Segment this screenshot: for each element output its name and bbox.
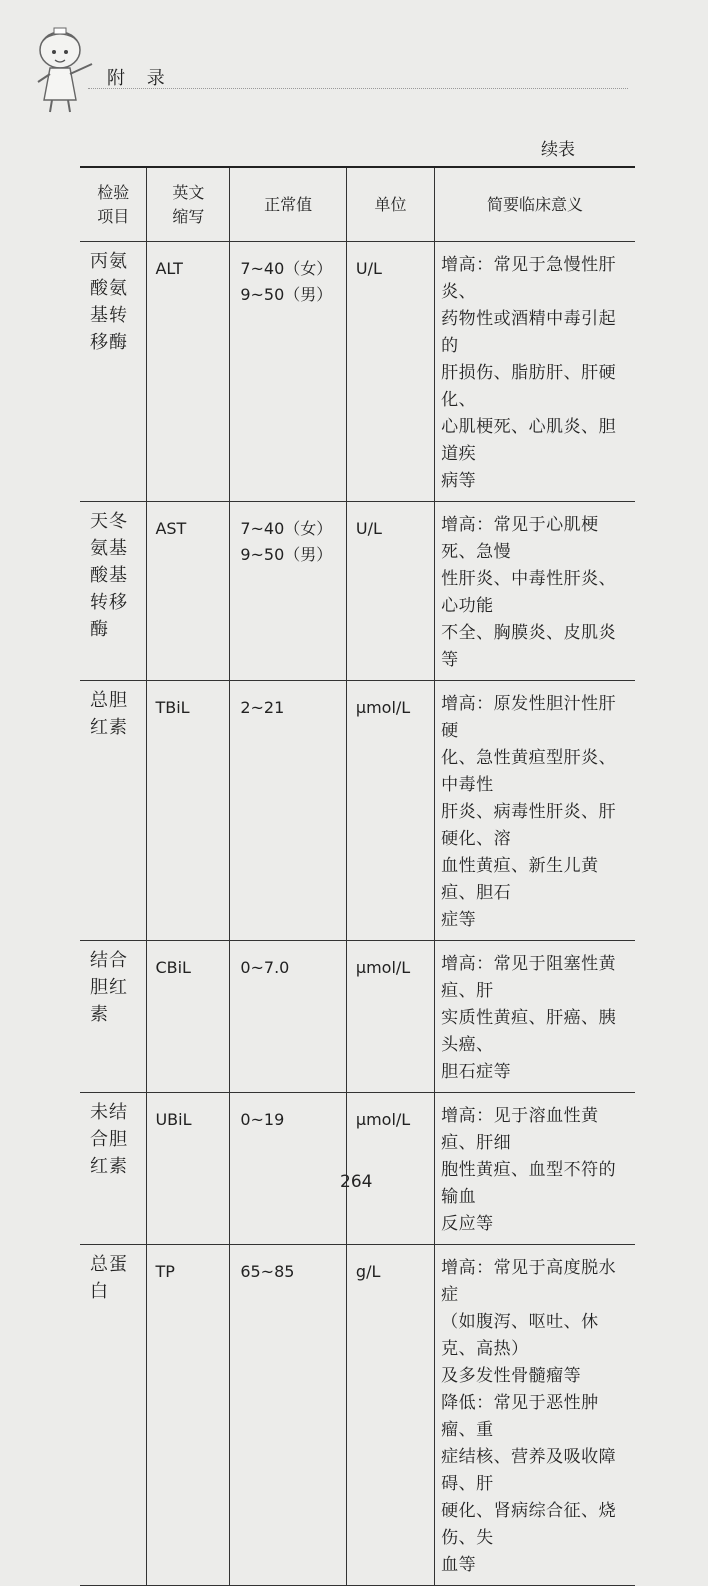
clinical-significance: 增高：常见于阻塞性黄疸、肝 实质性黄疸、肝癌、胰头癌、 胆石症等 — [435, 941, 635, 1093]
unit: U/L — [346, 242, 434, 502]
unit: μmol/L — [346, 681, 434, 941]
unit: U/L — [346, 502, 434, 681]
clinical-significance: 增高：常见于急慢性肝炎、 药物性或酒精中毒引起的 肝损伤、脂肪肝、肝硬化、 心肌梗死、心肌炎、胆道疾 病等 — [435, 242, 635, 502]
test-name: 丙氨 酸氨 基转 移酶 — [80, 242, 147, 502]
test-name: 天冬 氨基 酸基 转移 酶 — [80, 502, 147, 681]
header-unit: 单位 — [346, 167, 434, 242]
normal-range: 7~40（女） 9~50（男） — [230, 242, 347, 502]
table-row — [80, 941, 635, 1093]
test-name: 总蛋 白 — [80, 1245, 147, 1586]
table-row — [80, 242, 635, 502]
header-significance: 简要临床意义 — [435, 167, 635, 242]
table-row — [80, 1093, 635, 1245]
unit: g/L — [346, 1245, 434, 1586]
header-rule — [88, 88, 628, 89]
nurse-mascot-icon — [30, 20, 105, 115]
normal-range: 0~7.0 — [230, 941, 347, 1093]
unit: μmol/L — [346, 1093, 434, 1245]
clinical-significance: 增高：原发性胆汁性肝硬 化、急性黄疸型肝炎、中毒性 肝炎、病毒性肝炎、肝硬化、溶 血性黄疸、新生儿黄疸、胆石 症等 — [435, 681, 635, 941]
header-abbr: 英文 缩写 — [147, 167, 230, 242]
normal-range: 2~21 — [230, 681, 347, 941]
continued-label: 续表 — [541, 140, 575, 160]
test-name: 未结 合胆 红素 — [80, 1093, 147, 1245]
test-abbr: ALT — [147, 242, 230, 502]
clinical-significance: 增高：见于溶血性黄疸、肝细 胞性黄疸、血型不符的输血 反应等 — [435, 1093, 635, 1245]
page-number: 264 — [340, 1172, 373, 1192]
test-abbr: CBiL — [147, 941, 230, 1093]
normal-range: 0~19 — [230, 1093, 347, 1245]
test-abbr: AST — [147, 502, 230, 681]
table-header-row — [80, 167, 635, 242]
normal-range: 65~85 — [230, 1245, 347, 1586]
unit: μmol/L — [346, 941, 434, 1093]
table-row — [80, 1245, 635, 1586]
test-name: 结合 胆红 素 — [80, 941, 147, 1093]
table-row — [80, 502, 635, 681]
test-name: 总胆 红素 — [80, 681, 147, 941]
clinical-significance: 增高：常见于高度脱水症 （如腹泻、呕吐、休克、高热） 及多发性骨髓瘤等 降低：常见于恶性肿瘤、重 症结核、营养及吸收障碍、肝 硬化、肾病综合征、烧伤、失 血等 — [435, 1245, 635, 1586]
section-title: 附 录 — [107, 68, 173, 89]
header-normal: 正常值 — [230, 167, 347, 242]
normal-range: 7~40（女） 9~50（男） — [230, 502, 347, 681]
table-row — [80, 681, 635, 941]
clinical-significance: 增高：常见于心肌梗死、急慢 性肝炎、中毒性肝炎、心功能 不全、胸膜炎、皮肌炎等 — [435, 502, 635, 681]
test-abbr: TP — [147, 1245, 230, 1586]
lab-values-table — [80, 166, 635, 1586]
test-abbr: UBiL — [147, 1093, 230, 1245]
test-abbr: TBiL — [147, 681, 230, 941]
header-item: 检验 项目 — [80, 167, 147, 242]
